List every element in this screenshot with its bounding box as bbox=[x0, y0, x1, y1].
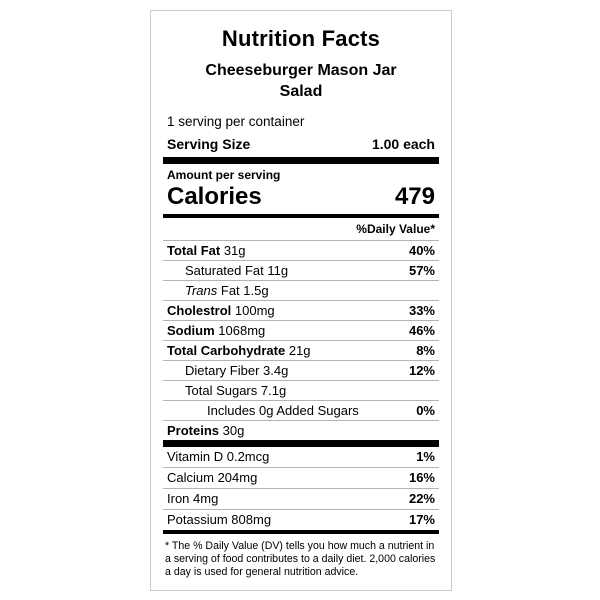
vitamin-name: Calcium 204mg bbox=[167, 470, 258, 485]
serving-size-label: Serving Size bbox=[167, 136, 251, 152]
nutrient-name: Total Sugars 7.1g bbox=[185, 383, 287, 398]
nutrient-row bbox=[163, 260, 439, 280]
nutrient-row bbox=[163, 320, 439, 340]
thick-divider bbox=[163, 157, 439, 164]
nutrient-percent: 12% bbox=[408, 363, 435, 378]
nutrient-name: Cholestrol 100mg bbox=[167, 303, 275, 318]
footnote: * The % Daily Value (DV) tells you how much a nutrient in a serving of food contributes to a daily diet. 2,000 calories a day is used for general nutrition advice. bbox=[165, 540, 436, 578]
vitamin-percent: 1% bbox=[416, 449, 435, 464]
nutrient-percent: 46% bbox=[408, 323, 435, 338]
label-title: Nutrition Facts bbox=[221, 26, 381, 51]
nutrient-row bbox=[163, 240, 439, 260]
calories-row bbox=[163, 183, 439, 214]
nutrition-facts-label bbox=[150, 10, 452, 591]
amount-per-serving-label: Amount per serving bbox=[167, 168, 281, 182]
vitamin-name: Iron 4mg bbox=[167, 491, 219, 506]
nutrient-name: Includes 0g Added Sugars bbox=[207, 403, 359, 418]
nutrient-percent: 8% bbox=[416, 343, 435, 358]
thick-divider bbox=[163, 440, 439, 447]
nutrient-row bbox=[163, 340, 439, 360]
vitamin-row bbox=[163, 509, 439, 530]
nutrient-name: Sodium 1068mg bbox=[167, 323, 266, 338]
nutrient-row bbox=[163, 300, 439, 320]
vitamin-percent: 22% bbox=[408, 491, 435, 506]
nutrients-section bbox=[163, 240, 439, 440]
vitamin-percent: 16% bbox=[408, 470, 435, 485]
nutrient-row bbox=[163, 280, 439, 300]
vitamin-name: Vitamin D 0.2mcg bbox=[167, 449, 270, 464]
nutrient-row bbox=[163, 380, 439, 400]
nutrient-name: Trans Fat 1.5g bbox=[185, 283, 269, 298]
calories-value: 479 bbox=[394, 183, 435, 210]
vitamins-section bbox=[163, 447, 439, 530]
nutrient-percent: 57% bbox=[408, 263, 435, 278]
vitamin-percent: 17% bbox=[408, 512, 435, 527]
nutrient-percent: 0% bbox=[416, 403, 435, 418]
daily-value-header: %Daily Value* bbox=[356, 222, 435, 236]
vitamin-row bbox=[163, 467, 439, 488]
nutrient-name: Saturated Fat 11g bbox=[185, 263, 289, 278]
nutrient-row bbox=[163, 420, 439, 440]
servings-per-container: 1 serving per container bbox=[167, 114, 305, 129]
nutrient-name: Dietary Fiber 3.4g bbox=[185, 363, 289, 378]
medium-divider bbox=[163, 530, 439, 534]
nutrient-name: Total Fat 31g bbox=[167, 243, 246, 258]
nutrient-name: Proteins 30g bbox=[167, 423, 245, 438]
serving-size-value: 1.00 each bbox=[371, 136, 435, 152]
nutrient-row bbox=[163, 360, 439, 380]
vitamin-row bbox=[163, 447, 439, 467]
nutrient-percent: 33% bbox=[408, 303, 435, 318]
nutrient-name: Total Carbohydrate 21g bbox=[167, 343, 311, 358]
nutrient-percent: 40% bbox=[408, 243, 435, 258]
product-name: Cheeseburger Mason Jar Salad bbox=[205, 62, 397, 100]
vitamin-name: Potassium 808mg bbox=[167, 512, 272, 527]
vitamin-row bbox=[163, 488, 439, 509]
calories-label: Calories bbox=[167, 183, 262, 210]
serving-size-row bbox=[163, 135, 439, 157]
nutrient-row bbox=[163, 400, 439, 420]
